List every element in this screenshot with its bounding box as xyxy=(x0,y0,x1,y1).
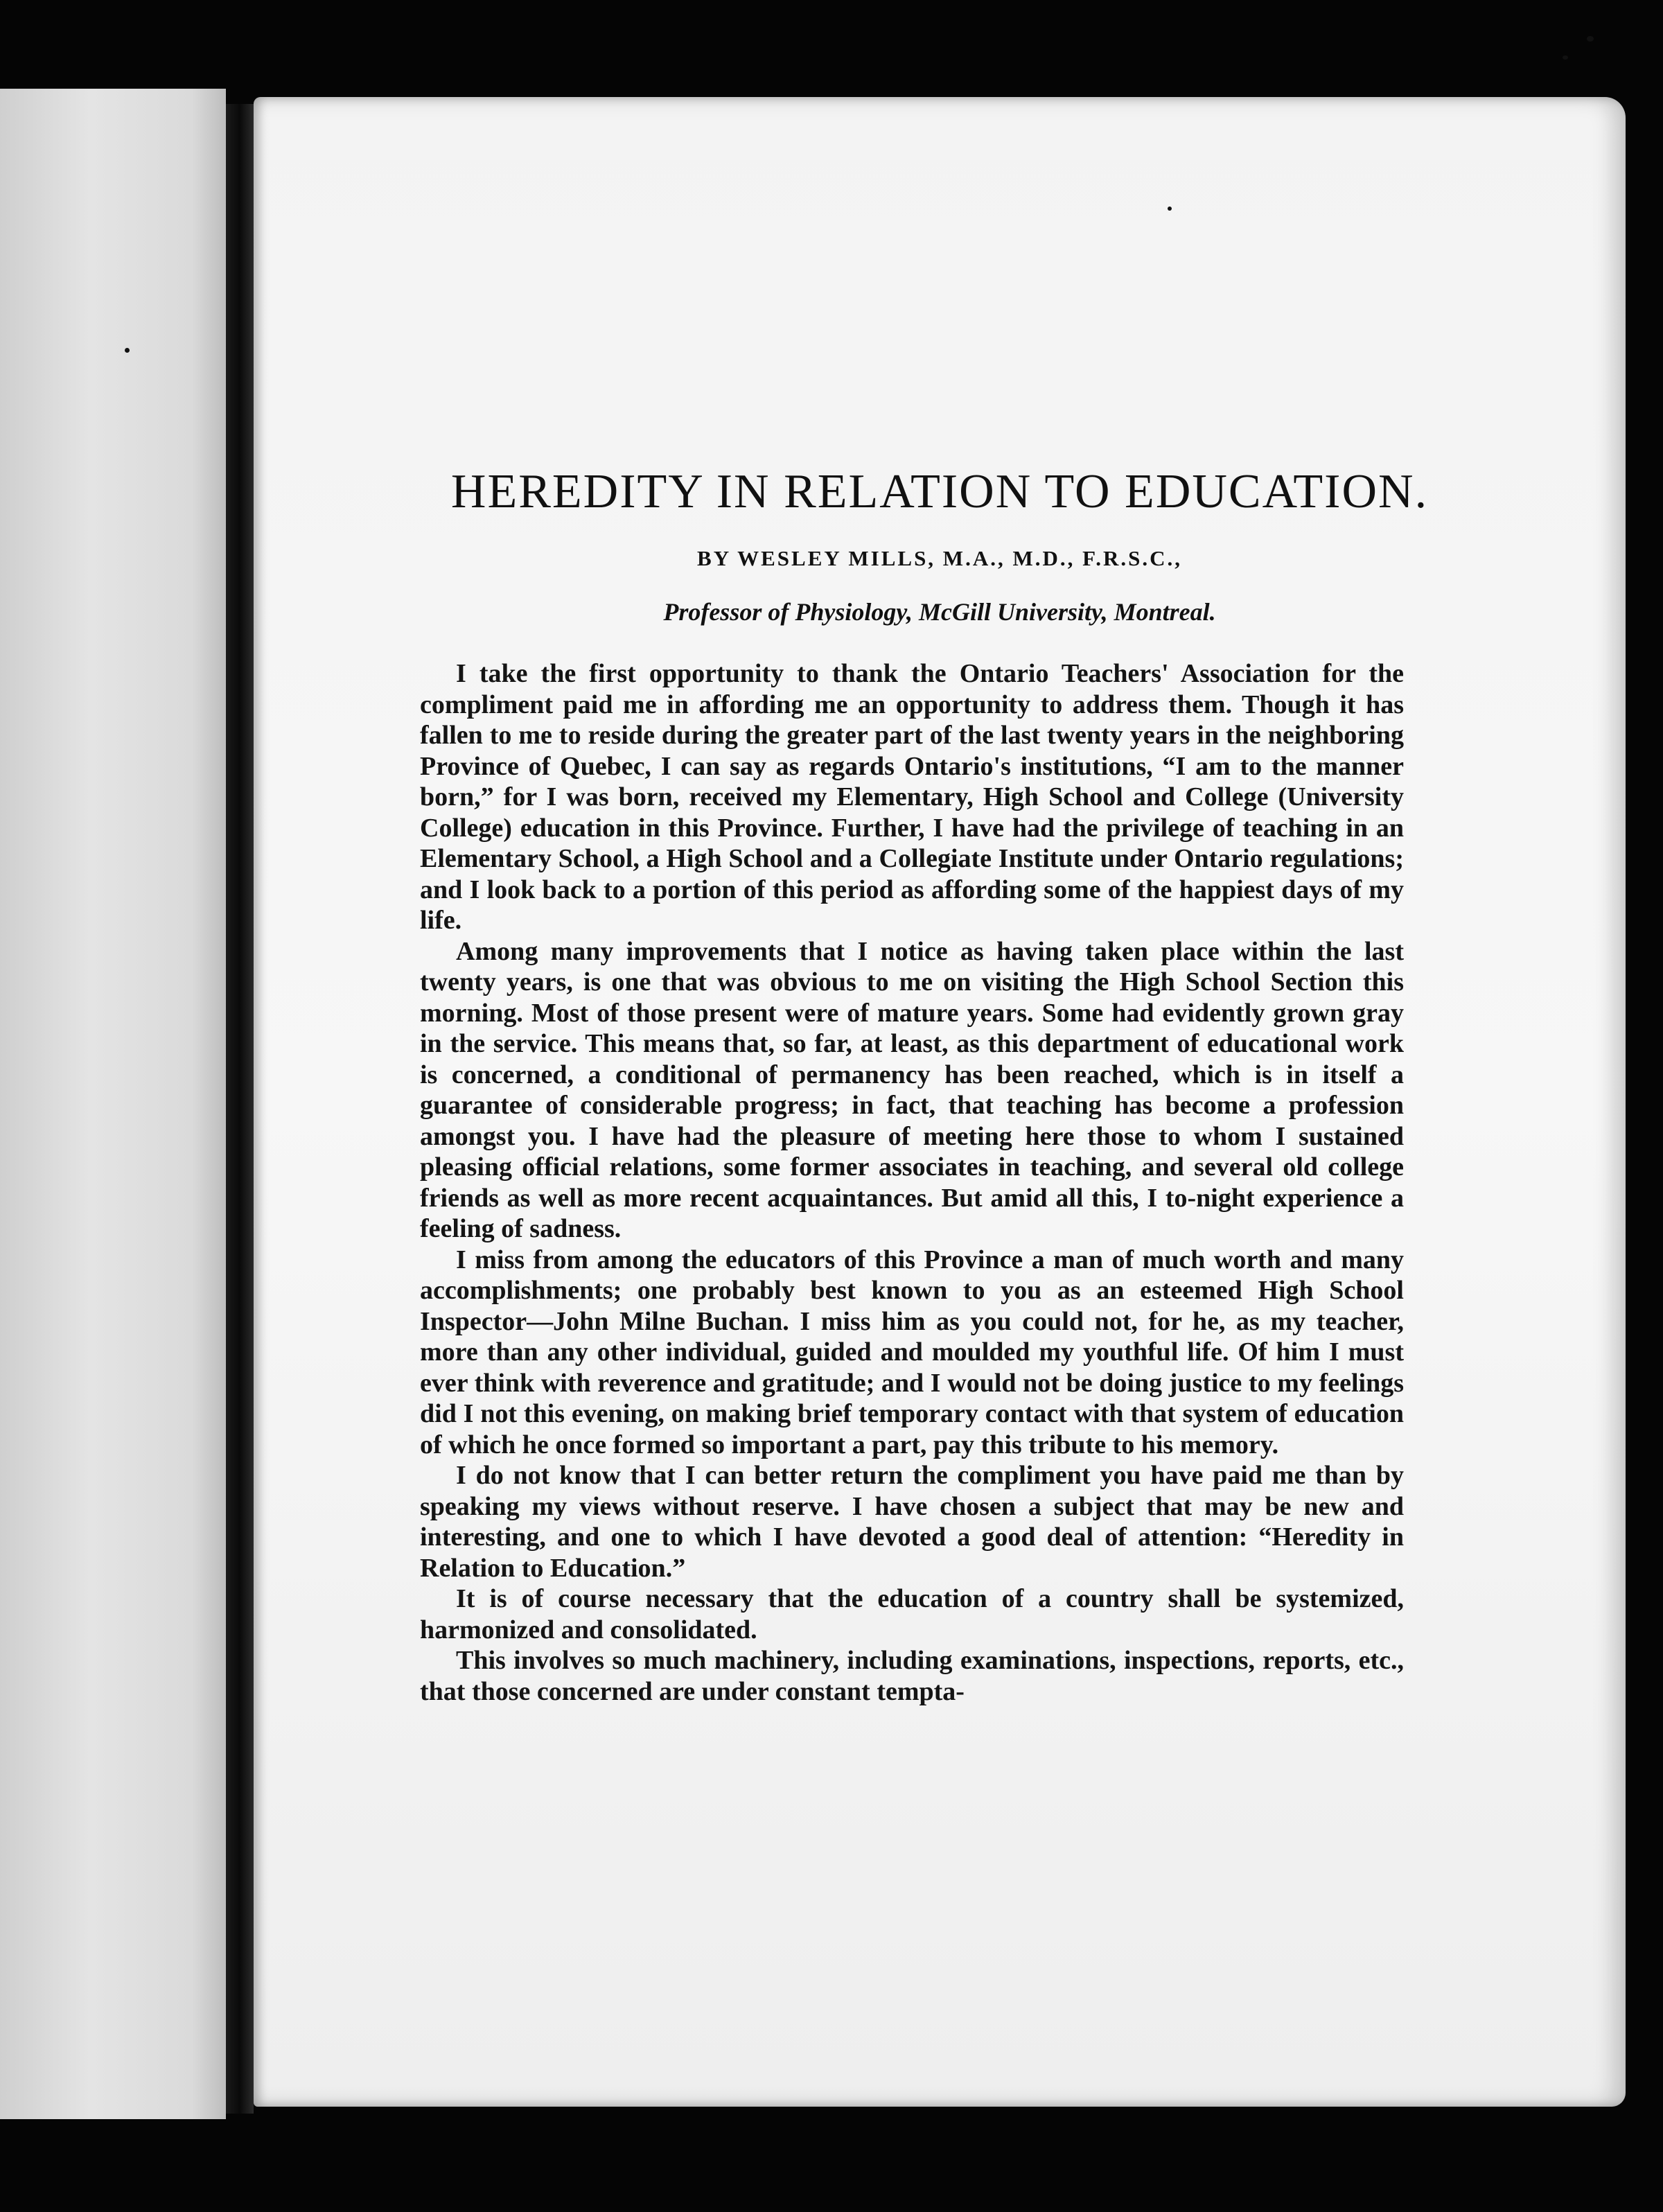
body-paragraph: I miss from among the educators of this Province a man of much worth and many accomplishments; one probably best known to you as an esteemed High School Inspector—John Milne Buchan. I miss him as you could not, for he, as my teacher, more than any other individual, guided and moulded my youthful life. Of him I must ever think with reverence and gratitude; and I would not be doing justice to my feelings did I not this evening, on making brief temporary contact with that system of education of which he once formed so important a part, pay this tribute to his memory. xyxy=(420,1245,1404,1459)
scan-speck xyxy=(125,348,130,353)
scan-speck xyxy=(1587,36,1594,42)
scan-speck xyxy=(1168,207,1172,211)
body-paragraph: It is of course necessary that the education of a country shall be systemized, harmonized and consolidated. xyxy=(420,1584,1404,1644)
author-affiliation: Professor of Physiology, McGill University, Montreal. xyxy=(663,598,1216,626)
article-title: HEREDITY IN RELATION TO EDUCATION. xyxy=(450,465,1429,518)
body-paragraph: Among many improvements that I notice as having taken place within the last twenty years, is one that was obvious to me on visiting the High School Section this morning. Most of those present were of mature years. Some had evidently grown gray in the service. This means that, so far, at least, as this department of educational work is concerned, a conditional of permanency has been reached, which is in itself a guarantee of considerable progress; in fact, that teaching has become a profession amongst you. I have had the pleasure of meeting here those to whom I sustained pleasing official relations, some former associates in teaching, and several old college friends as well as more recent acquaintances. But amid all this, I to-night experience a feeling of sadness. xyxy=(420,936,1404,1243)
author-byline: BY WESLEY MILLS, M.A., M.D., F.R.S.C., xyxy=(697,546,1182,570)
body-paragraph: I do not know that I can better return the compliment you have paid me than by speaking my views without reserve. I have chosen a subject that may be new and interesting, and one to which I have devoted a good deal of attention: “Heredity in Relation to Education.” xyxy=(420,1461,1404,1583)
body-paragraph: This involves so much machinery, including examinations, inspections, reports, etc., that those concerned are under constant tempta- xyxy=(420,1646,1404,1706)
article-body xyxy=(420,658,1404,1707)
book-gutter xyxy=(226,104,254,2114)
scan-speck xyxy=(1563,55,1568,60)
body-paragraph: I take the first opportunity to thank the Ontario Teachers' Association for the compliment paid me in affording me an opportunity to address them. Though it has fallen to me to reside during the greater part of the last twenty years in the neighboring Province of Quebec, I can say as regards Ontario's institutions, “I am to the manner born,” for I was born, received my Elementary, High School and College (University College) education in this Province. Further, I have had the privilege of teaching in an Elementary School, a High School and a Collegiate Institute under Ontario regulations; and I look back to a portion of this period as affording some of the happiest days of my life. xyxy=(420,659,1404,935)
left-page-edge xyxy=(0,89,226,2119)
